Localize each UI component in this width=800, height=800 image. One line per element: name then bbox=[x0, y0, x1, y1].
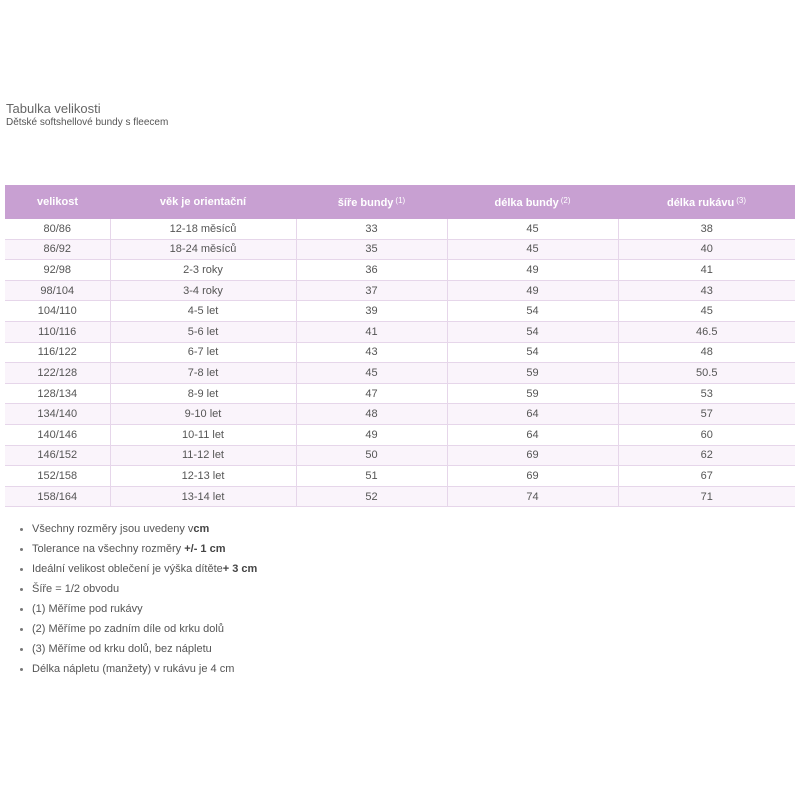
column-header-label: délka rukávu bbox=[666, 196, 735, 209]
table-row bbox=[5, 424, 795, 445]
table-cell: 9-10 let bbox=[110, 404, 296, 425]
table-cell: 50.5 bbox=[618, 363, 795, 384]
column-header-label: velikost bbox=[37, 196, 78, 208]
column-header bbox=[5, 185, 110, 219]
note-item bbox=[32, 542, 282, 557]
page-title: Tabulka velikosti bbox=[6, 101, 101, 116]
table-cell: 43 bbox=[618, 280, 795, 301]
table-cell: 40 bbox=[618, 239, 795, 260]
table-cell: 12-13 let bbox=[110, 466, 296, 487]
note-item bbox=[32, 622, 282, 637]
column-header bbox=[296, 185, 447, 219]
table-cell: 48 bbox=[618, 342, 795, 363]
table-cell: 69 bbox=[447, 445, 618, 466]
table-cell: 48 bbox=[296, 404, 447, 425]
table-header-row bbox=[5, 185, 795, 219]
note-item bbox=[32, 522, 282, 537]
table-row bbox=[5, 486, 795, 507]
table-row bbox=[5, 239, 795, 260]
table-row bbox=[5, 445, 795, 466]
table-body bbox=[5, 219, 795, 507]
table-cell: 116/122 bbox=[5, 342, 110, 363]
table-cell: 54 bbox=[447, 301, 618, 322]
table-cell: 152/158 bbox=[5, 466, 110, 487]
column-header-note: (1) bbox=[395, 195, 406, 205]
table-cell: 74 bbox=[447, 486, 618, 507]
table-cell: 52 bbox=[296, 486, 447, 507]
table-cell: 3-4 roky bbox=[110, 280, 296, 301]
table-cell: 53 bbox=[618, 383, 795, 404]
note-item bbox=[32, 602, 282, 617]
table-cell: 50 bbox=[296, 445, 447, 466]
table-cell: 59 bbox=[447, 383, 618, 404]
table-cell: 140/146 bbox=[5, 424, 110, 445]
column-header bbox=[618, 185, 795, 219]
note-text: Všechny rozměry jsou uvedeny v bbox=[32, 523, 194, 535]
table-cell: 8-9 let bbox=[110, 383, 296, 404]
note-item bbox=[32, 562, 282, 577]
table-cell: 59 bbox=[447, 363, 618, 384]
table-row bbox=[5, 383, 795, 404]
note-text: Ideální velikost oblečení je výška dítěte bbox=[32, 563, 223, 575]
table-cell: 41 bbox=[296, 321, 447, 342]
table-cell: 18-24 měsíců bbox=[110, 239, 296, 260]
note-item bbox=[32, 662, 282, 677]
table-row bbox=[5, 363, 795, 384]
note-text: Tolerance na všechny rozměry bbox=[32, 543, 185, 555]
table-row bbox=[5, 301, 795, 322]
table-row bbox=[5, 260, 795, 281]
table-cell: 43 bbox=[296, 342, 447, 363]
note-text: (1) Měříme pod rukávy bbox=[32, 603, 143, 615]
table-cell: 104/110 bbox=[5, 301, 110, 322]
table-cell: 49 bbox=[447, 260, 618, 281]
table-cell: 128/134 bbox=[5, 383, 110, 404]
table-cell: 49 bbox=[296, 424, 447, 445]
table-cell: 35 bbox=[296, 239, 447, 260]
table-cell: 67 bbox=[618, 466, 795, 487]
table-cell: 2-3 roky bbox=[110, 260, 296, 281]
table-cell: 33 bbox=[296, 219, 447, 239]
table-cell: 13-14 let bbox=[110, 486, 296, 507]
table-cell: 86/92 bbox=[5, 239, 110, 260]
table-cell: 4-5 let bbox=[110, 301, 296, 322]
table-cell: 11-12 let bbox=[110, 445, 296, 466]
table-cell: 158/164 bbox=[5, 486, 110, 507]
table-cell: 12-18 měsíců bbox=[110, 219, 296, 239]
note-text: Šíře = 1/2 obvodu bbox=[32, 583, 120, 595]
note-emphasis: +/- 1 cm bbox=[184, 543, 226, 555]
table-cell: 36 bbox=[296, 260, 447, 281]
table-cell: 46.5 bbox=[618, 321, 795, 342]
table-cell: 5-6 let bbox=[110, 321, 296, 342]
table-row bbox=[5, 404, 795, 425]
column-header-label: věk je orientační bbox=[159, 196, 247, 208]
page-subtitle: Dětské softshellové bundy s fleecem bbox=[6, 117, 169, 128]
table-cell: 64 bbox=[447, 404, 618, 425]
table-cell: 10-11 let bbox=[110, 424, 296, 445]
table-cell: 6-7 let bbox=[110, 342, 296, 363]
note-emphasis: cm bbox=[193, 523, 210, 535]
table-cell: 47 bbox=[296, 383, 447, 404]
notes-list bbox=[0, 522, 282, 682]
table-cell: 45 bbox=[447, 239, 618, 260]
table-cell: 54 bbox=[447, 321, 618, 342]
table-cell: 51 bbox=[296, 466, 447, 487]
table-cell: 110/116 bbox=[5, 321, 110, 342]
table-row bbox=[5, 466, 795, 487]
note-text: (3) Měříme od krku dolů, bez nápletu bbox=[32, 643, 212, 655]
table-cell: 98/104 bbox=[5, 280, 110, 301]
column-header bbox=[447, 185, 618, 219]
table-row bbox=[5, 280, 795, 301]
note-text: (2) Měříme po zadním díle od krku dolů bbox=[32, 623, 224, 635]
table-cell: 7-8 let bbox=[110, 363, 296, 384]
table-cell: 39 bbox=[296, 301, 447, 322]
table-cell: 37 bbox=[296, 280, 447, 301]
table-cell: 45 bbox=[296, 363, 447, 384]
table-cell: 146/152 bbox=[5, 445, 110, 466]
table-cell: 54 bbox=[447, 342, 618, 363]
column-header-label: délka bundy bbox=[494, 196, 559, 209]
note-item bbox=[32, 642, 282, 657]
note-emphasis: + 3 cm bbox=[222, 563, 258, 575]
table-cell: 49 bbox=[447, 280, 618, 301]
column-header-note: (3) bbox=[736, 195, 747, 205]
note-item bbox=[32, 582, 282, 597]
table-cell: 92/98 bbox=[5, 260, 110, 281]
table-cell: 45 bbox=[447, 219, 618, 239]
table-row bbox=[5, 219, 795, 239]
table-cell: 41 bbox=[618, 260, 795, 281]
table-cell: 38 bbox=[618, 219, 795, 239]
note-text: Délka nápletu (manžety) v rukávu je 4 cm bbox=[32, 663, 235, 675]
table-cell: 71 bbox=[618, 486, 795, 507]
table-row bbox=[5, 342, 795, 363]
table-cell: 45 bbox=[618, 301, 795, 322]
table-row bbox=[5, 321, 795, 342]
table-cell: 80/86 bbox=[5, 219, 110, 239]
table-cell: 60 bbox=[618, 424, 795, 445]
table-cell: 122/128 bbox=[5, 363, 110, 384]
table-cell: 69 bbox=[447, 466, 618, 487]
table-cell: 62 bbox=[618, 445, 795, 466]
column-header bbox=[110, 185, 296, 219]
size-table bbox=[5, 185, 795, 507]
table-cell: 57 bbox=[618, 404, 795, 425]
column-header-note: (2) bbox=[560, 195, 571, 205]
column-header-label: šíře bundy bbox=[337, 196, 394, 209]
table-cell: 64 bbox=[447, 424, 618, 445]
table-cell: 134/140 bbox=[5, 404, 110, 425]
